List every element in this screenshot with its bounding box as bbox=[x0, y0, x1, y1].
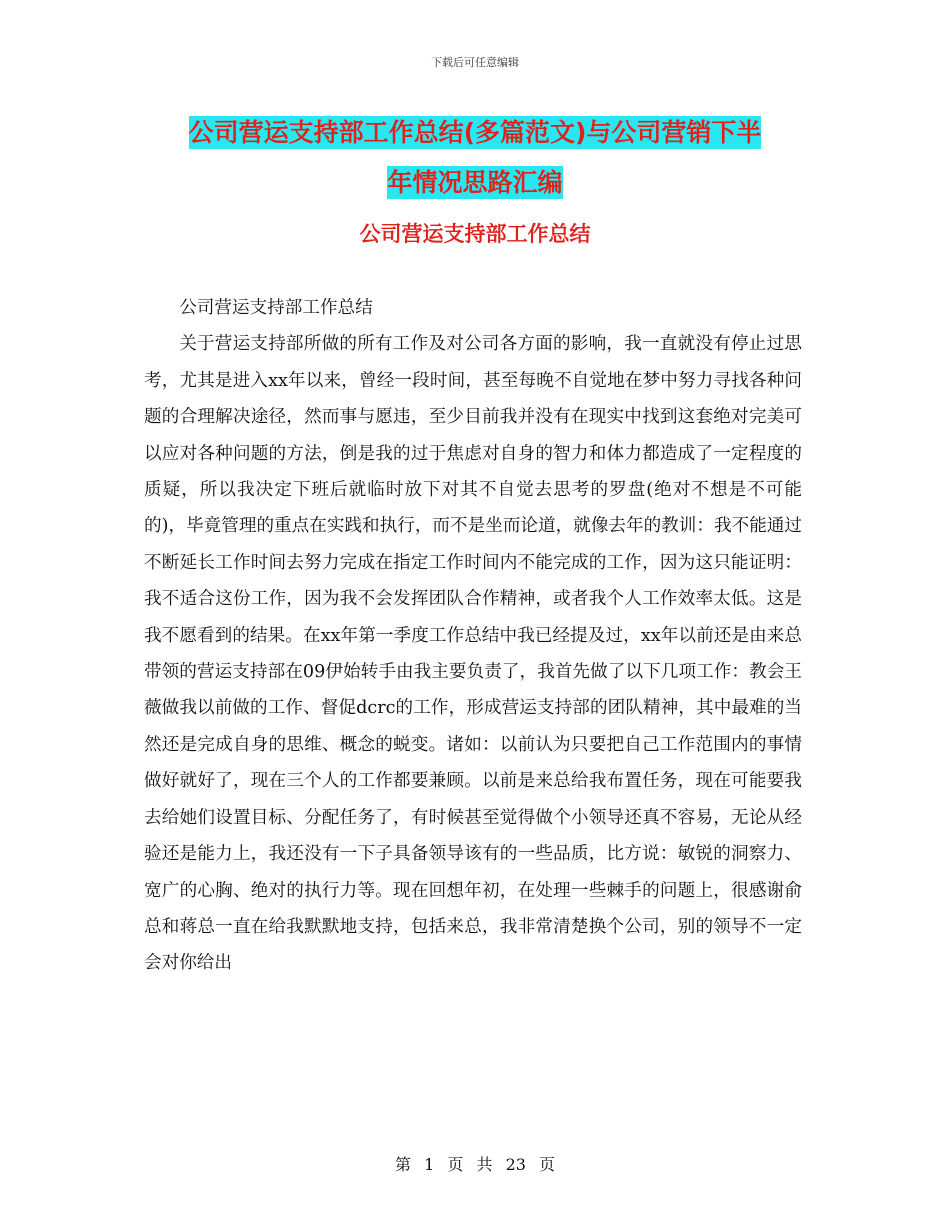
body-text bbox=[144, 290, 802, 982]
title-line-1: 公司营运支持部工作总结(多篇范文)与公司营销下半 bbox=[188, 118, 762, 147]
page-footer bbox=[0, 1152, 950, 1175]
footer-page-prefix: 第 bbox=[394, 1155, 411, 1174]
document-title bbox=[145, 108, 805, 208]
footer-total-label: 共 bbox=[476, 1155, 493, 1174]
footer-page-number: 1 bbox=[424, 1155, 435, 1174]
paragraph-main: 关于营运支持部所做的所有工作及对公司各方面的影响，我一直就没有停止过思考，尤其是进入xx年以来，曾经一段时间，甚至每晚不自觉地在梦中努力寻找各种问题的合理解决途径，然而事与愿违，至少目前我并没有在现实中找到这套绝对完美可以应对各种问题的方法，倒是我的过于焦虑对自身的智力和体力都造成了一定程度的质疑，所以我决定下班后就临时放下对其不自觉去思考的罗盘(绝对不想是不可能的)，毕竟管理的重点在实践和执行，而不是坐而论道，就像去年的教训：我不能通过不断延长工作时间去努力完成在指定工作时间内不能完成的工作，因为这只能证明：我不适合这份工作，因为我不会发挥团队合作精神，或者我个人工作效率太低。这是我不愿看到的结果。在xx年第一季度工作总结中我已经提及过，xx年以前还是由来总带领的营运支持部在09伊始转手由我主要负责了，我首先做了以下几项工作：教会王薇做我以前做的工作、督促dcrc的工作，形成营运支持部的团队精神，其中最难的当然还是完成自身的思维、概念的蜕变。诸如：以前认为只要把自己工作范围内的事情做好就好了，现在三个人的工作都要兼顾。以前是来总给我布置任务，现在可能要我去给她们设置目标、分配任务了，有时候甚至觉得做个小领导还真不容易，无论从经验还是能力上，我还没有一下子具备领导该有的一些品质，比方说：敏锐的洞察力、宽广的心胸、绝对的执行力等。现在回想年初，在处理一些棘手的问题上，很感谢俞总和蒋总一直在给我默默地支持，包括来总，我非常清楚换个公司，别的领导不一定会对你给出 bbox=[144, 334, 802, 974]
footer-page-suffix: 页 bbox=[539, 1155, 556, 1174]
title-line-2: 年情况思路汇编 bbox=[387, 168, 563, 197]
footer-page-mid: 页 bbox=[447, 1155, 464, 1174]
footer-total-pages: 23 bbox=[505, 1155, 526, 1174]
paragraph-intro: 公司营运支持部工作总结 bbox=[179, 298, 373, 318]
header-note: 下载后可任意编辑 bbox=[431, 56, 519, 69]
section-heading: 公司营运支持部工作总结 bbox=[359, 222, 591, 246]
